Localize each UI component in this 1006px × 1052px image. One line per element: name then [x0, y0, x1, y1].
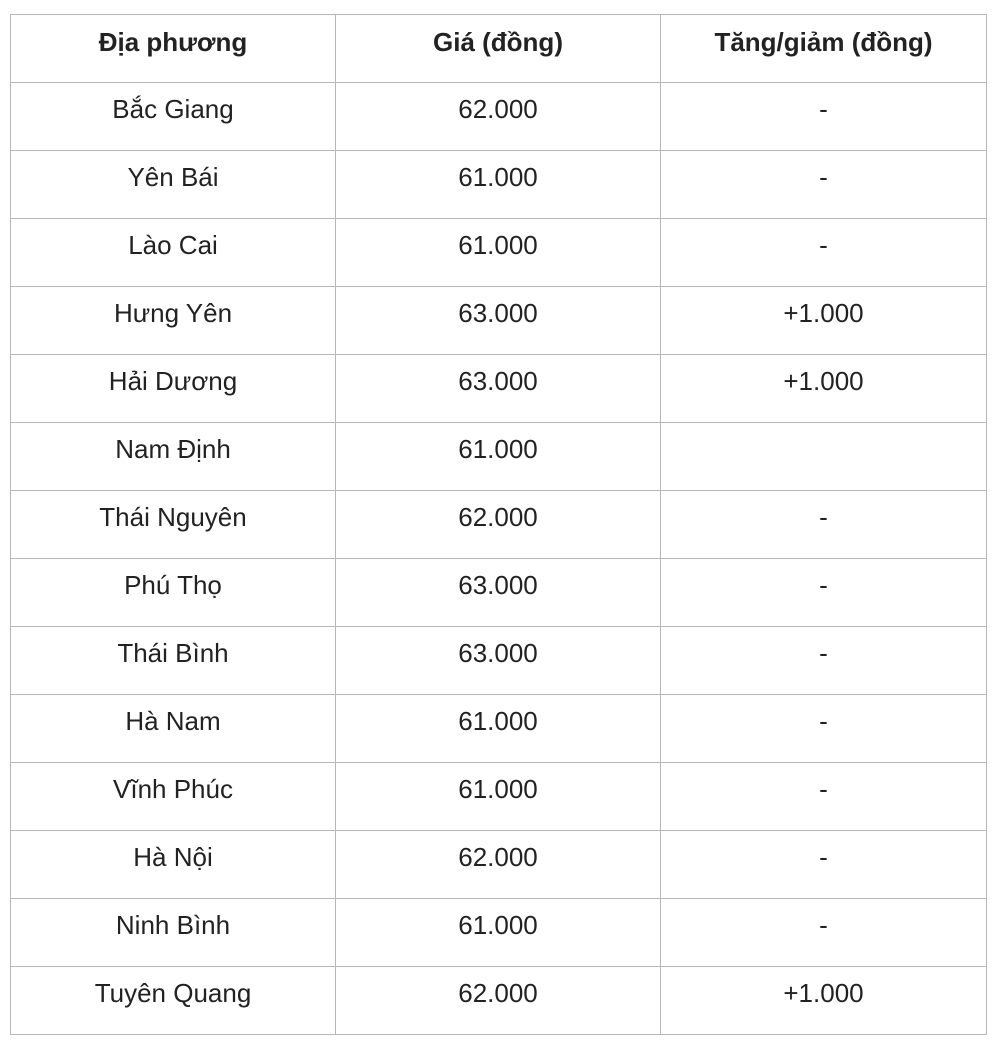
- cell-price: 61.000: [336, 763, 661, 831]
- cell-locality: Nam Định: [11, 423, 336, 491]
- cell-change: -: [661, 83, 987, 151]
- header-change: Tăng/giảm (đồng): [661, 15, 987, 83]
- table-row: [11, 287, 987, 355]
- cell-locality: Yên Bái: [11, 151, 336, 219]
- table-row: [11, 763, 987, 831]
- cell-locality: Vĩnh Phúc: [11, 763, 336, 831]
- table-row: [11, 491, 987, 559]
- table-row: [11, 219, 987, 287]
- cell-price: 62.000: [336, 491, 661, 559]
- cell-price: 61.000: [336, 695, 661, 763]
- cell-locality: Ninh Bình: [11, 899, 336, 967]
- cell-locality: Lào Cai: [11, 219, 336, 287]
- cell-price: 61.000: [336, 219, 661, 287]
- cell-price: 61.000: [336, 423, 661, 491]
- cell-locality: Hà Nội: [11, 831, 336, 899]
- cell-locality: Hải Dương: [11, 355, 336, 423]
- cell-change: -: [661, 627, 987, 695]
- cell-change: -: [661, 219, 987, 287]
- cell-locality: Bắc Giang: [11, 83, 336, 151]
- cell-change: [661, 423, 987, 491]
- cell-change: +1.000: [661, 967, 987, 1035]
- cell-locality: Tuyên Quang: [11, 967, 336, 1035]
- cell-locality: Thái Nguyên: [11, 491, 336, 559]
- table-row: [11, 831, 987, 899]
- cell-change: -: [661, 831, 987, 899]
- table-row: [11, 355, 987, 423]
- table-row: [11, 151, 987, 219]
- table-header-row: [11, 15, 987, 83]
- cell-locality: Phú Thọ: [11, 559, 336, 627]
- cell-change: -: [661, 899, 987, 967]
- cell-change: +1.000: [661, 355, 987, 423]
- cell-change: -: [661, 559, 987, 627]
- cell-price: 61.000: [336, 899, 661, 967]
- price-table: [10, 14, 987, 1035]
- cell-locality: Hưng Yên: [11, 287, 336, 355]
- table-row: [11, 423, 987, 491]
- cell-change: -: [661, 491, 987, 559]
- cell-price: 62.000: [336, 831, 661, 899]
- cell-change: -: [661, 763, 987, 831]
- cell-locality: Hà Nam: [11, 695, 336, 763]
- cell-change: -: [661, 151, 987, 219]
- table-row: [11, 83, 987, 151]
- cell-change: +1.000: [661, 287, 987, 355]
- cell-price: 63.000: [336, 287, 661, 355]
- table-row: [11, 967, 987, 1035]
- cell-price: 61.000: [336, 151, 661, 219]
- table-row: [11, 559, 987, 627]
- table-row: [11, 695, 987, 763]
- cell-price: 62.000: [336, 83, 661, 151]
- header-locality: Địa phương: [11, 15, 336, 83]
- cell-locality: Thái Bình: [11, 627, 336, 695]
- cell-price: 63.000: [336, 559, 661, 627]
- cell-change: -: [661, 695, 987, 763]
- table-row: [11, 627, 987, 695]
- cell-price: 63.000: [336, 355, 661, 423]
- cell-price: 63.000: [336, 627, 661, 695]
- cell-price: 62.000: [336, 967, 661, 1035]
- table-row: [11, 899, 987, 967]
- header-price: Giá (đồng): [336, 15, 661, 83]
